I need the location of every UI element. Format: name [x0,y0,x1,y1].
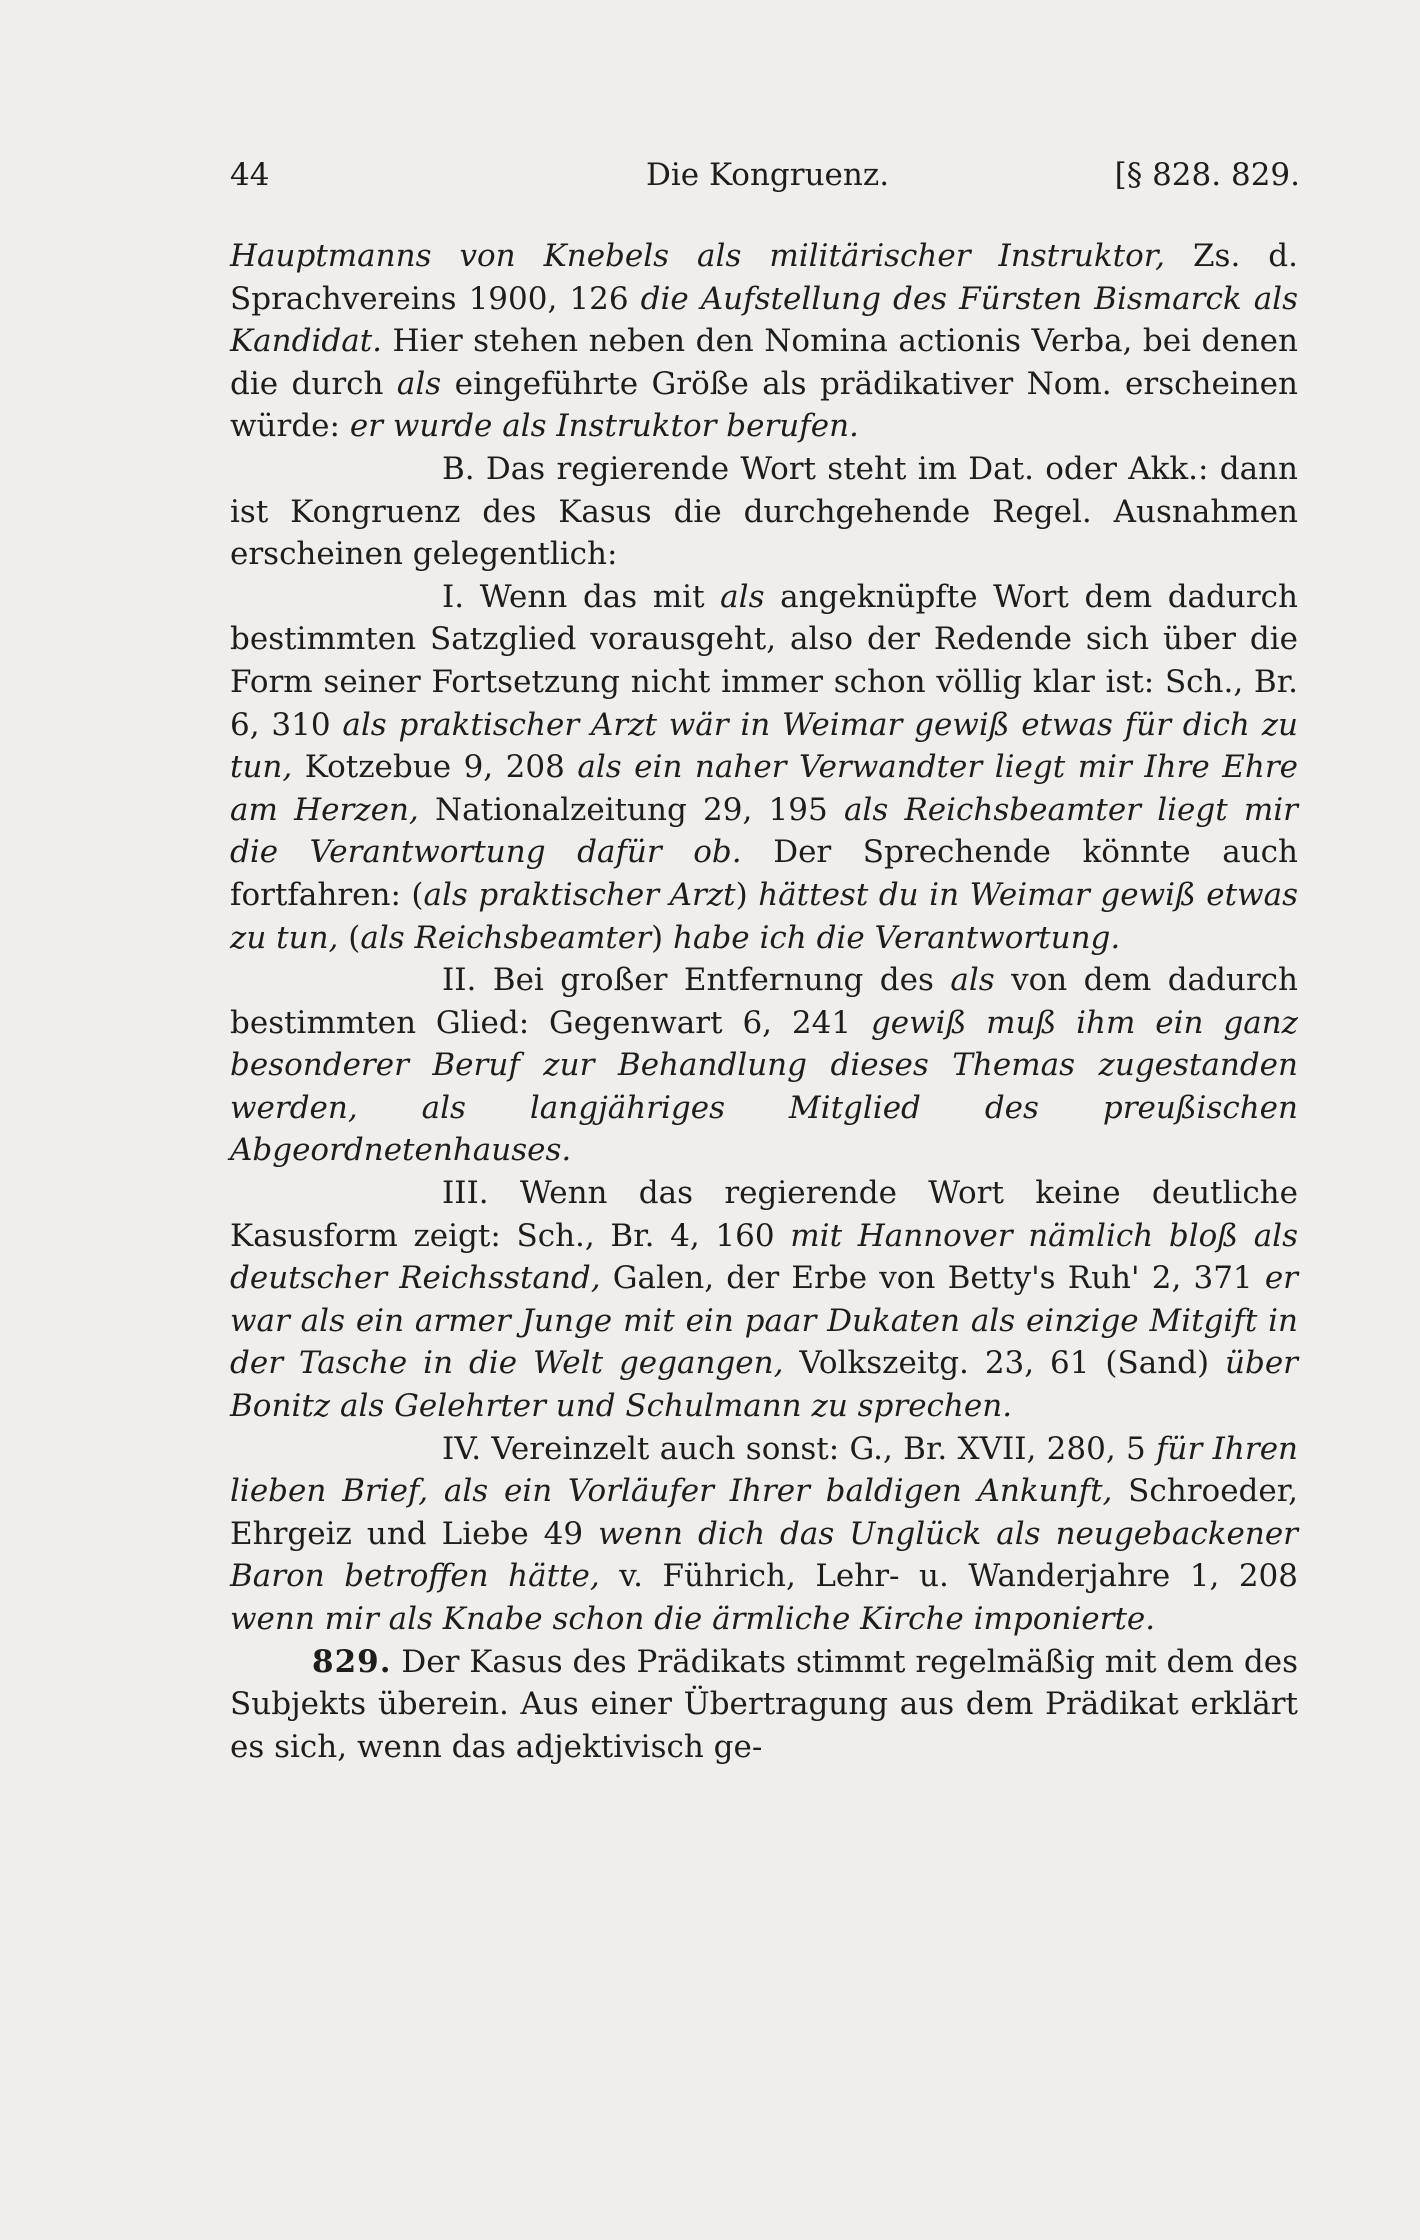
paragraph-iii [230,1172,1298,1428]
text-run: angeknüpfte Wort dem dadurch bestimmten Satzglied vorausgeht, also der Redende sich über die Form seiner Fortsetzung nicht immer schon völlig klar ist: Sch., Br. 6, 310 [230,578,1298,743]
text-run: Volkszeitg. 23, 61 (Sand) [783,1345,1226,1382]
italic-run: als [720,578,765,615]
italic-run: als langjähriges Mitglied des preußischen Abgeordnetenhauses. [230,1089,1298,1169]
text-run: Kotzebue 9, 208 [292,749,578,786]
italic-run: als praktischer Arzt wär in Weimar gewiß etwas für dich zu tun, [230,706,1298,786]
italic-run: für Ihren lieben Brief, als ein Vorläufer Ihrer baldigen Ankunft, [230,1430,1299,1510]
text-run: B. Das regierende Wort steht im Dat. oder Akk.: dann ist Kongruenz des Kasus die durchgehende Regel. Ausnahmen erscheinen gelegentlich: [230,450,1298,573]
italic-run: habe ich die Verantwortung. [673,919,1121,956]
text-run: ) [735,876,759,913]
italic-run: als praktischer Arzt [423,876,736,913]
text-run: II. Bei großer Entfernung des [442,962,951,999]
italic-run: hättest du in Weimar gewiß etwas zu tun, [230,876,1298,956]
italic-run: Hauptmanns von Knebels als militärischer Instruktor, [230,238,1166,274]
section-reference: [§ 828. 829. [1114,157,1300,193]
running-title: Die Kongruenz. [646,157,890,193]
italic-run: mit Hannover nämlich bloß als deutscher Reichsstand, [230,1217,1298,1297]
paragraph-continuation [230,235,1298,448]
paragraph-b [230,448,1298,576]
italic-run: wenn dich das Unglück als neugebackener Baron betroffen hätte, [230,1515,1298,1595]
italic-run: als ein naher Verwandter liegt mir Ihre Ehre am Herzen, [230,749,1298,828]
text-run: Zs. d. Sprachvereins 1900, 126 [230,238,1298,317]
italic-run: gewiß muß ihm ein ganz besonderer Beruf zur Behandlung dieses Themas zugestanden werden, [230,1004,1298,1126]
text-run: III. Wenn das regierende Wort keine deutliche Kasusform zeigt: Sch., Br. 4, 160 [230,1175,1298,1254]
text-run: IV. Vereinzelt auch sonst: G., Br. XVII, 280, 5 [442,1430,1157,1467]
page-number: 44 [230,157,270,193]
paragraph-i [230,576,1298,959]
italic-run: die Aufstellung des Fürsten Bismarck als Kandidat. [230,280,1298,360]
section-text: Der Kasus des Prädikats stimmt regelmäßig mit dem des Subjekts überein. Aus einer Übertragung aus dem Prädikat erklärt es sich, wenn das adjektivisch ge- [230,1643,1298,1765]
italic-run: er war als ein armer Junge mit ein paar Dukaten als einzige Mitgift in der Tasche in die Welt gegangen, [230,1260,1298,1382]
paragraph-ii [230,959,1298,1172]
text-run [358,1090,422,1126]
body-text [230,235,1298,1768]
paragraph-829 [230,1641,1298,1769]
text-run: eingeführte Größe als prädikativer Nom. erscheinen würde: [230,365,1298,445]
text-run: Schroeder, Ehrgeiz und Liebe 49 [230,1473,1299,1552]
italic-run: wenn mir als Knabe schon die ärmliche Kirche imponierte. [230,1601,1156,1637]
text-run: v. Führich, Lehr- u. Wanderjahre 1, 208 [599,1558,1298,1595]
text-run: Nationalzeitung 29, 195 [418,791,844,828]
text-run: I. Wenn das mit [442,578,721,615]
italic-run: als Reichsbeamter liegt mir die Verantwortung dafür ob. [230,791,1299,871]
page-header [230,150,1300,200]
italic-run: über Bonitz als Gelehrter und Schulmann zu sprechen. [230,1345,1299,1425]
text-run: Hier stehen neben den Nomina actionis Verba, bei denen die durch [230,323,1298,402]
italic-run: als [950,962,995,999]
section-number: 829. [312,1643,392,1680]
text-run: ( [338,919,361,956]
text-run: von dem dadurch bestimmten Glied: Gegenwart 6, 241 [230,962,1298,1041]
italic-run: er wurde als Instruktor berufen. [349,408,859,445]
text-run: Der Sprechende könnte auch fortfahren: ( [230,834,1298,913]
italic-run: als [396,365,442,402]
paragraph-iv [230,1428,1298,1641]
text-run: Galen, der Erbe von Betty's Ruh' 2, 371 [600,1260,1265,1297]
text-run: ) [651,919,673,956]
italic-run: als Reichsbeamter [360,919,652,956]
